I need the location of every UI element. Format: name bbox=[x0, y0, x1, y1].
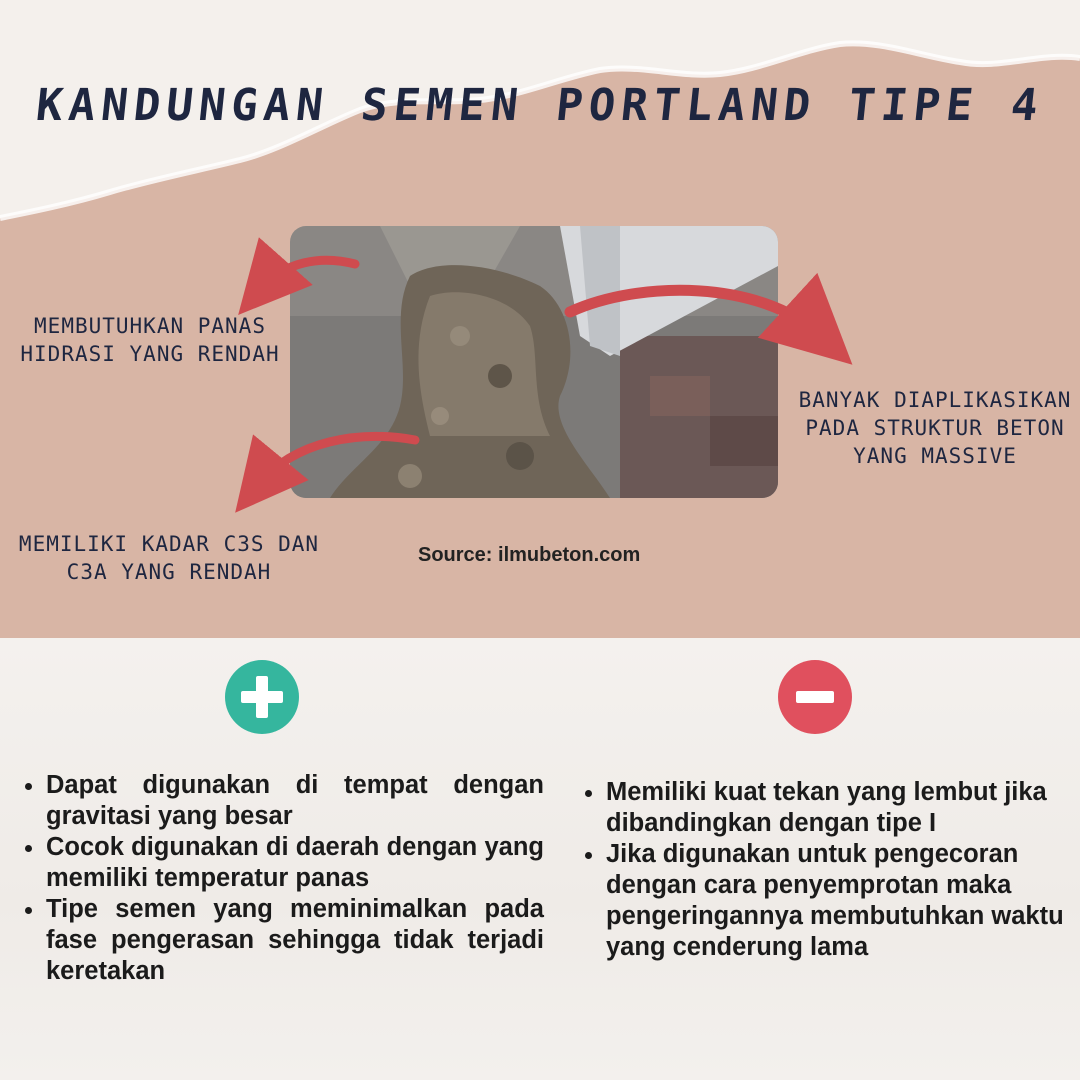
concrete-pour-photo bbox=[290, 226, 778, 498]
minus-icon bbox=[778, 660, 852, 734]
callout-low-heat: MEMBUTUHKAN PANAS HIDRASI YANG RENDAH bbox=[20, 314, 280, 366]
source-credit: Source: ilmubeton.com bbox=[418, 544, 641, 566]
list-item: • Cocok digunakan di daerah dengan yang memiliki temperatur panas bbox=[46, 832, 544, 894]
list-item: • Memiliki kuat tekan yang lembut jika dibandingkan dengan tipe I bbox=[606, 777, 1080, 839]
list-item: • Dapat digunakan di tempat dengan gravitasi yang besar bbox=[46, 770, 544, 832]
plus-icon bbox=[225, 660, 299, 734]
callout-low-c3s: MEMILIKI KADAR C3S DAN C3A YANG RENDAH bbox=[18, 532, 320, 584]
list-item: • Tipe semen yang meminimalkan pada fase pengerasan sehingga tidak terjadi keretakan bbox=[46, 894, 544, 987]
list-item: • Jika digunakan untuk pengecoran dengan cara penyemprotan maka pengeringannya membutuhkan waktu yang cenderung lama bbox=[606, 839, 1080, 963]
callout-mass-structure: BANYAK DIAPLIKASIKAN PADA STRUKTUR BETON YANG MASSIVE bbox=[798, 388, 1072, 468]
pros-list bbox=[20, 770, 544, 987]
page-title: KANDUNGAN SEMEN PORTLAND TIPE 4 bbox=[33, 80, 1047, 131]
cons-list bbox=[580, 777, 1080, 963]
